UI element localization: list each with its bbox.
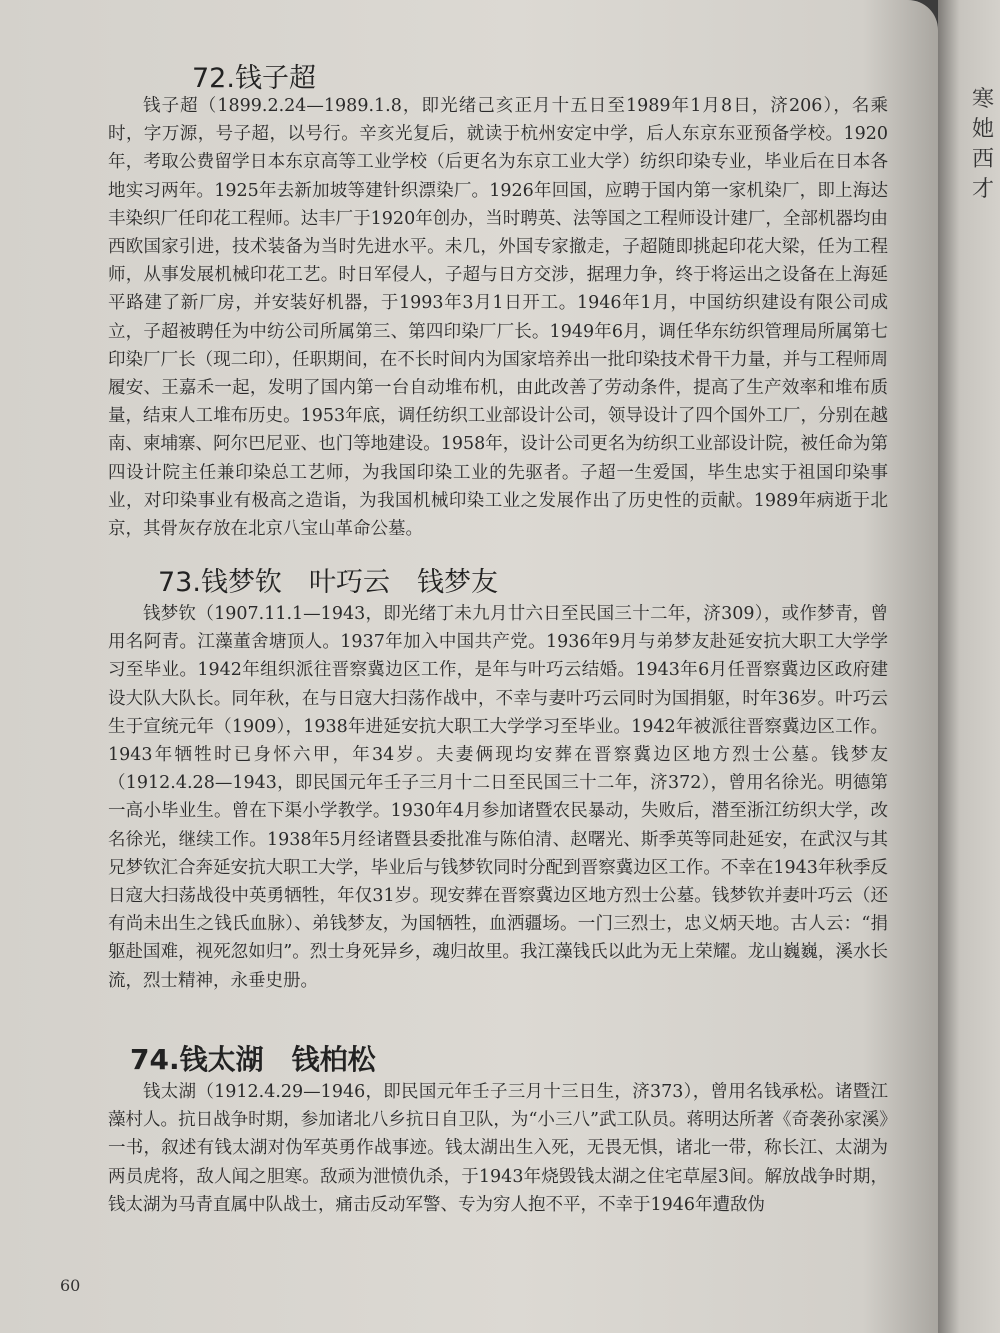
edge-char: 寒 xyxy=(972,87,995,112)
section-74-body: 钱太湖（1912.4.29—1946，即民国元年壬子三月十三日生，济373），曾用名钱承松。诸暨江藻村人。抗日战争时期，参加诸北八乡抗日自卫队，为“小三八”武工队员。蒋明达所著《奇袭孙家溪》一书，叙述有钱太湖对伪军英勇作战事迹。钱太湖出生入死，无畏无惧，诸北一带，称长江、太湖为两员虎将，敌人闻之胆寒。敌顽为泄愤仇杀，于1943年烧毁钱太湖之住宅草屋3间。解放战争时期，钱太湖为马青直属中队战士，痛击反动军警、专为穷人抱不平，不幸于1946年遭敌伪 xyxy=(108,1082,888,1215)
page-number: 60 xyxy=(60,1276,81,1295)
section-73-heading: 73.钱梦钦 叶巧云 钱梦友 xyxy=(158,567,498,598)
section-74-heading: 74.钱太湖 钱柏松 xyxy=(130,1043,376,1076)
edge-char: 她 xyxy=(972,117,995,142)
section-72-heading: 72.钱子超 xyxy=(192,63,316,94)
section-73-body: 钱梦钦（1907.11.1—1943，即光绪丁未九月廿六日至民国三十二年，济309），或作梦青，曾用名阿青。江藻董舍塘顶人。1937年加入中国共产党。1936年9月与弟梦友赴延安抗大职工大学学习至毕业。1942年组织派往晋察冀边区工作，是年与叶巧云结婚。1943年6月任晋察冀边区政府建设大队大队长。同年秋，在与日寇大扫荡作战中，不幸与妻叶巧云同时为国捐躯，时年36岁。叶巧云生于宣统元年（1909），1938年进延安抗大职工大学学习至毕业。1942年被派往晋察冀边区工作。1943年牺牲时已身怀六甲，年34岁。夫妻俩现均安葬在晋察冀边区地方烈士公墓。钱梦友（1912.4.28—1943，即民国元年壬子三月十二日至民国三十二年，济372），曾用名徐光。明德第一高小毕业生。曾在下渠小学教学。1930年4月参加诸暨农民暴动，失败后，潜至浙江纺织大学，改名徐光，继续工作。1938年5月经诸暨县委批准与陈伯清、赵曙光、斯季英等同赴延安，在武汉与其兄梦钦汇合奔延安抗大职工大学，毕业后与钱梦钦同时分配到晋察冀边区工作。不幸在1943年秋季反日寇大扫荡战役中英勇牺牲，年仅31岁。现安葬在晋察冀边区地方烈士公墓。钱梦钦并妻叶巧云（还有尚未出生之钱氏血脉）、弟钱梦友，为国牺牲，血洒疆场。一门三烈士，忠义炳天地。古人云：“捐躯赴国难，视死忽如归”。烈士身死异乡，魂归故里。我江藻钱氏以此为无上荣耀。龙山巍巍，溪水长流，烈士精神，永垂史册。 xyxy=(108,604,888,991)
section-72-body: 钱子超（1899.2.24—1989.1.8，即光绪己亥正月十五日至1989年1月8日，济206），名乘时，字万源，号子超，以号行。辛亥光复后，就读于杭州安定中学，后人东京东亚预备学校。1920年，考取公费留学日本东京高等工业学校（后更名为东京工业大学）纺织印染专业，毕业后在日本各地实习两年。1925年去新加坡等建针织漂染厂。1926年回国，应聘于国内第一家机染厂，即上海达丰染织厂任印花工程师。达丰厂于1920年创办，当时聘英、法等国之工程师设计建厂，全部机器均由西欧国家引进，技术装备为当时先进水平。未几，外国专家撤走，子超随即挑起印花大梁，任为工程师，从事发展机械印花工艺。时日军侵人，子超与日方交涉，据理力争，终于将运出之设备在上海延平路建了新厂房，并安装好机器，于1993年3月1日开工。1946年1月，中国纺织建设有限公司成立，子超被聘任为中纺公司所属第三、第四印染厂厂长。1949年6月，调任华东纺织管理局所属第七印染厂厂长（现二印），任职期间，在不长时间内为国家培养出一批印染技术骨干力量，并与工程师周履安、王嘉禾一起，发明了国内第一台自动堆布机，由此改善了劳动条件，提高了生产效率和堆布质量，结束人工堆布历史。1953年底，调任纺织工业部设计公司，领导设计了四个国外工厂，分别在越南、柬埔寨、阿尔巴尼亚、也门等地建设。1958年，设计公司更名为纺织工业部设计院，被任命为第四设计院主任兼印染总工艺师，为我国印染工业的先驱者。子超一生爱国，毕生忠实于祖国印染事业，对印染事业有极高之造诣，为我国机械印染工业之发展作出了历史性的贡献。1989年病逝于北京，其骨灰存放在北京八宝山革命公墓。 xyxy=(108,96,888,540)
edge-char: 西 xyxy=(972,147,995,172)
edge-char: 才 xyxy=(972,177,995,202)
next-page-edge xyxy=(938,0,1000,1333)
